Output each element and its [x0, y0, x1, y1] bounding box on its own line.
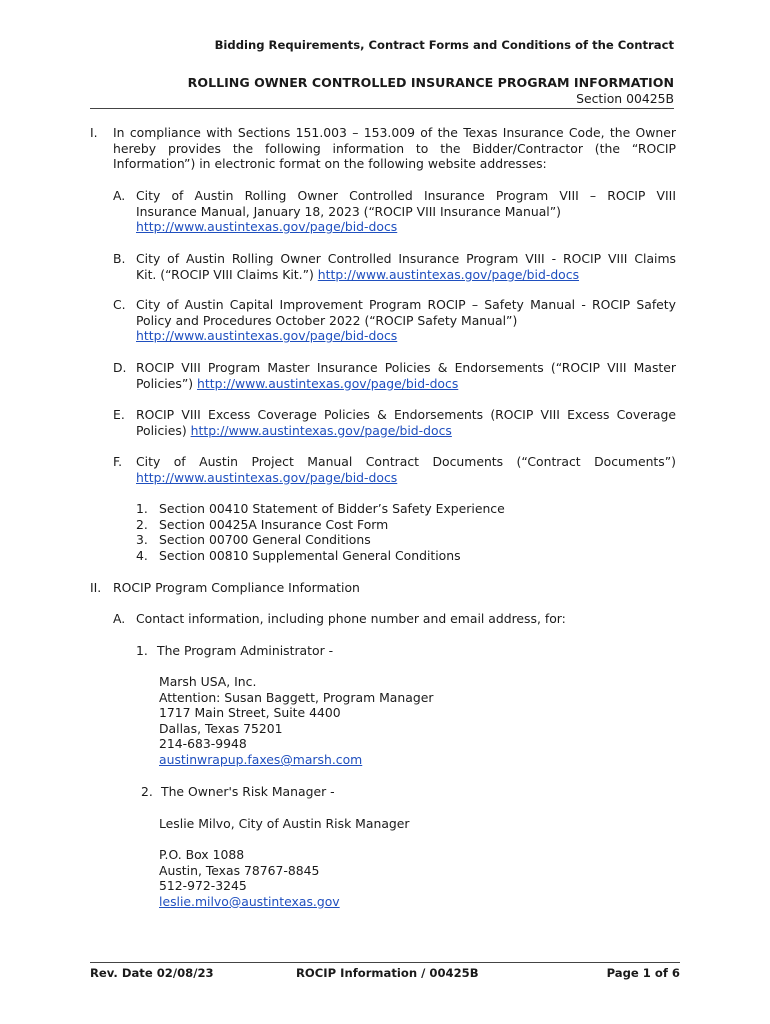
- sub-item-text: Section 00810 Supplemental General Conditions: [159, 547, 461, 563]
- item-b-marker: B.: [113, 251, 126, 266]
- item-a-line2: Insurance Manual, January 18, 2023 (“ROCIP VIII Insurance Manual”): [136, 203, 561, 219]
- sub-item-marker: 1.: [136, 501, 148, 516]
- item-c-marker: C.: [113, 297, 126, 312]
- admin-street: 1717 Main Street, Suite 4400: [159, 705, 341, 721]
- item-f-line1: City of Austin Project Manual Contract Documents (“Contract Documents”): [136, 454, 676, 469]
- item-f-link[interactable]: http://www.austintexas.gov/page/bid-docs: [136, 469, 398, 485]
- part-two-marker: II.: [90, 580, 102, 595]
- risk-email-link[interactable]: leslie.milvo@austintexas.gov: [159, 893, 340, 909]
- admin-label: The Program Administrator -: [157, 643, 334, 658]
- item-d-line2: Policies”): [136, 375, 194, 391]
- item-d-line2-wrap: [136, 376, 458, 392]
- sub-item-text: Section 00700 General Conditions: [159, 532, 371, 548]
- risk-name: Leslie Milvo, City of Austin Risk Manager: [159, 816, 410, 831]
- item-d-line1: ROCIP VIII Program Master Insurance Policies & Endorsements (“ROCIP VIII Master: [136, 360, 676, 375]
- sub-item-text: Section 00410 Statement of Bidder’s Safety Experience: [159, 501, 505, 516]
- item-e-line2: Policies): [136, 422, 187, 438]
- item-b-line1: City of Austin Rolling Owner Controlled Insurance Program VIII - ROCIP VIII Claims: [136, 251, 676, 266]
- item-c-line2: Policy and Procedures October 2022 (“ROCIP Safety Manual”): [136, 312, 518, 328]
- admin-company: Marsh USA, Inc.: [159, 674, 257, 689]
- item-f-marker: F.: [113, 454, 123, 469]
- item-a-line1: City of Austin Rolling Owner Controlled Insurance Program VIII – ROCIP VIII: [136, 188, 676, 203]
- item-c-line1: City of Austin Capital Improvement Program ROCIP – Safety Manual - ROCIP Safety: [136, 297, 676, 312]
- header-divider: [90, 108, 674, 109]
- item-d-marker: D.: [113, 360, 127, 375]
- admin-phone: 214-683-9948: [159, 736, 247, 752]
- footer-page-number: Page 1 of 6: [606, 966, 680, 980]
- sub-item-marker: 4.: [136, 547, 148, 563]
- sub-item-text: Section 00425A Insurance Cost Form: [159, 516, 389, 532]
- sub-item-marker: 3.: [136, 532, 148, 548]
- admin-marker: 1.: [136, 643, 148, 658]
- admin-city: Dallas, Texas 75201: [159, 720, 283, 736]
- part-two-heading: ROCIP Program Compliance Information: [113, 580, 360, 595]
- item-b-line2: Kit. (“ROCIP VIII Claims Kit.”): [136, 266, 314, 282]
- item-e-line2-wrap: [136, 423, 452, 439]
- item-d-link[interactable]: http://www.austintexas.gov/page/bid-docs: [197, 375, 459, 391]
- item-e-link[interactable]: http://www.austintexas.gov/page/bid-docs: [190, 422, 452, 438]
- item-e-marker: E.: [113, 407, 125, 422]
- admin-email-link[interactable]: austinwrapup.faxes@marsh.com: [159, 752, 363, 767]
- part-two-item-a-text: Contact information, including phone number and email address, for:: [136, 611, 566, 626]
- footer-rev-date: Rev. Date 02/08/23: [90, 966, 214, 980]
- item-c-link[interactable]: http://www.austintexas.gov/page/bid-docs: [136, 328, 398, 344]
- item-a-marker: A.: [113, 188, 126, 203]
- risk-label: The Owner's Risk Manager -: [161, 784, 335, 799]
- footer-doc-ref: ROCIP Information / 00425B: [296, 966, 479, 980]
- running-header: Bidding Requirements, Contract Forms and Conditions of the Contract: [214, 38, 674, 52]
- part-one-intro-line1: In compliance with Sections 151.003 – 153.009 of the Texas Insurance Code, the Owner: [113, 125, 676, 140]
- item-a-link[interactable]: http://www.austintexas.gov/page/bid-docs: [136, 219, 398, 235]
- risk-po-box: P.O. Box 1088: [159, 847, 245, 862]
- admin-attention: Attention: Susan Baggett, Program Manager: [159, 689, 434, 705]
- part-one-marker: I.: [90, 125, 98, 140]
- item-e-line1: ROCIP VIII Excess Coverage Policies & Endorsements (ROCIP VIII Excess Coverage: [136, 407, 676, 422]
- risk-city: Austin, Texas 78767-8845: [159, 862, 320, 878]
- footer-divider: [90, 962, 680, 963]
- part-two-item-a-marker: A.: [113, 611, 126, 626]
- item-b-line2-wrap: [136, 267, 579, 283]
- part-one-intro-line2: hereby provides the following information to the Bidder/Contractor (the “ROCIP: [113, 140, 676, 156]
- sub-item-marker: 2.: [136, 516, 148, 532]
- document-title: ROLLING OWNER CONTROLLED INSURANCE PROGRAM INFORMATION: [187, 75, 674, 90]
- item-b-link[interactable]: http://www.austintexas.gov/page/bid-docs: [317, 266, 580, 282]
- section-number: Section 00425B: [576, 91, 674, 106]
- risk-phone: 512-972-3245: [159, 878, 247, 894]
- part-one-intro-line3: Information”) in electronic format on the following website addresses:: [113, 156, 547, 172]
- risk-marker: 2.: [141, 784, 153, 799]
